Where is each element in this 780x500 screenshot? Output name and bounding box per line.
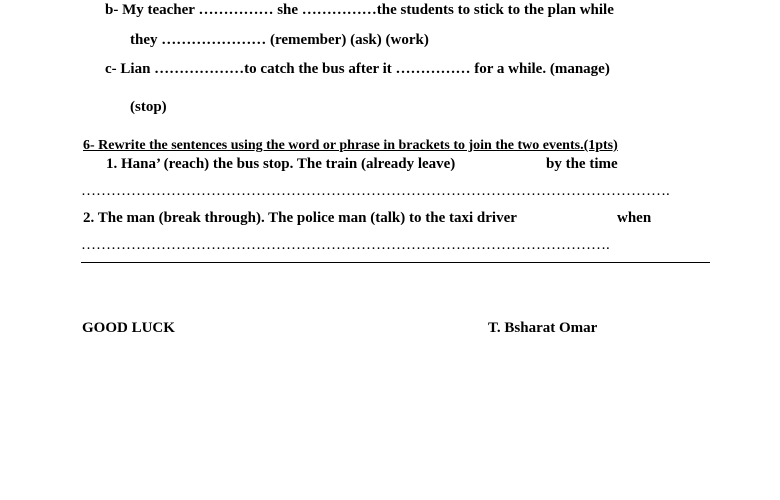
exercise-5c-line-1: c- Lian ………………to catch the bus after it …………… for a while. (manage) <box>105 61 610 77</box>
teacher-name: T. Bsharat Omar <box>488 320 598 336</box>
good-luck-text: GOOD LUCK <box>82 320 175 336</box>
exercise-6-item-2-connector: when <box>617 210 652 226</box>
exercise-5b-line-1: b- My teacher …………… she ……………the students to stick to the plan while <box>105 2 614 18</box>
section-divider <box>81 262 710 263</box>
exercise-6-item-2-answer-line[interactable]: ……………………………………………………………………………………………. <box>81 237 610 253</box>
exercise-6-item-1: 1. Hana’ (reach) the bus stop. The train (already leave) <box>106 156 456 172</box>
exercise-5c-line-2: (stop) <box>130 99 167 115</box>
exercise-6-item-1-answer-line[interactable]: ………………………………………………………………………………………………………. <box>81 183 670 199</box>
exercise-6-heading: 6- Rewrite the sentences using the word or phrase in brackets to join the two events.(1pts) <box>83 138 618 153</box>
exercise-6-item-2: 2. The man (break through). The police man (talk) to the taxi driver <box>83 210 517 226</box>
exercise-5b-line-2: they ………………… (remember) (ask) (work) <box>130 32 429 48</box>
exercise-6-item-1-connector: by the time <box>546 156 618 172</box>
